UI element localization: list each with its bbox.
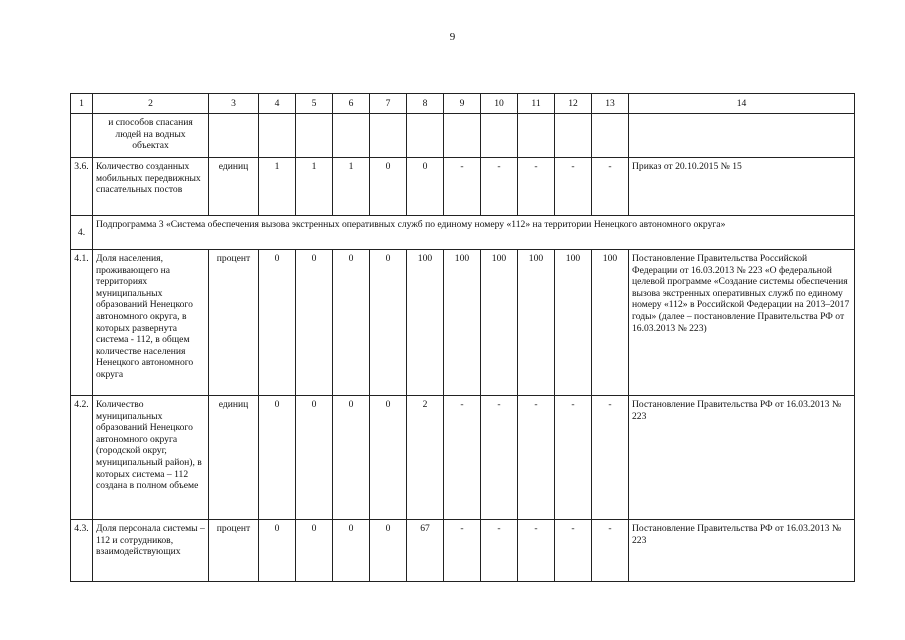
column-header: 9 [444, 94, 481, 114]
indicator-name-cell: Доля персонала системы – 112 и сотрудников, взаимодействующих [93, 520, 209, 582]
value-cell: 100 [407, 250, 444, 396]
value-cell: - [555, 158, 592, 216]
value-cell: 1 [296, 158, 333, 216]
value-cell: 100 [592, 250, 629, 396]
value-cell: 0 [296, 396, 333, 520]
subprogram-row [71, 216, 855, 250]
column-header: 3 [209, 94, 259, 114]
value-cell: 0 [333, 396, 370, 520]
unit-cell: процент [209, 250, 259, 396]
unit-cell: процент [209, 520, 259, 582]
value-cell: - [555, 396, 592, 520]
table-row [71, 250, 855, 396]
row-number-cell: 4.1. [71, 250, 93, 396]
value-cell: 67 [407, 520, 444, 582]
value-cell: - [555, 520, 592, 582]
empty-cell [370, 114, 407, 158]
note-cell: Постановление Правительства РФ от 16.03.2013 № 223 [629, 520, 855, 582]
value-cell: - [518, 520, 555, 582]
column-header: 6 [333, 94, 370, 114]
row-number-cell: 4.3. [71, 520, 93, 582]
empty-cell [592, 114, 629, 158]
column-header: 12 [555, 94, 592, 114]
value-cell: 0 [259, 396, 296, 520]
table-row [71, 114, 855, 158]
row-number-cell [71, 114, 93, 158]
value-cell: 0 [370, 396, 407, 520]
empty-cell [518, 114, 555, 158]
column-header: 5 [296, 94, 333, 114]
table-row [71, 396, 855, 520]
value-cell: 0 [333, 250, 370, 396]
value-cell: 0 [370, 250, 407, 396]
empty-cell [407, 114, 444, 158]
value-cell: - [481, 520, 518, 582]
value-cell: - [444, 158, 481, 216]
row-number-cell: 4. [71, 216, 93, 250]
empty-cell [444, 114, 481, 158]
column-header: 2 [93, 94, 209, 114]
column-header: 11 [518, 94, 555, 114]
value-cell: 0 [407, 158, 444, 216]
value-cell: 100 [555, 250, 592, 396]
empty-cell [481, 114, 518, 158]
value-cell: - [592, 396, 629, 520]
column-header: 14 [629, 94, 855, 114]
value-cell: - [481, 158, 518, 216]
table-row [71, 158, 855, 216]
value-cell: 0 [296, 520, 333, 582]
value-cell: - [444, 396, 481, 520]
empty-cell [333, 114, 370, 158]
empty-cell [296, 114, 333, 158]
row-number-cell: 3.6. [71, 158, 93, 216]
value-cell: - [444, 520, 481, 582]
column-header: 1 [71, 94, 93, 114]
column-header: 7 [370, 94, 407, 114]
value-cell: - [592, 158, 629, 216]
indicator-name-cell: Доля населения, проживающего на территориях муниципальных образований Ненецкого автономного округа, в которых развернута система - 112, в общем количестве населения Ненецкого автономного округа [93, 250, 209, 396]
empty-cell [555, 114, 592, 158]
value-cell: 0 [370, 158, 407, 216]
note-cell: Приказ от 20.10.2015 № 15 [629, 158, 855, 216]
empty-cell [629, 114, 855, 158]
value-cell: 0 [370, 520, 407, 582]
value-cell: - [481, 396, 518, 520]
value-cell: 100 [481, 250, 518, 396]
value-cell: 0 [259, 520, 296, 582]
header-row [71, 94, 855, 114]
note-cell: Постановление Правительства Российской Федерации от 16.03.2013 № 223 «О федеральной целевой программе «Создание системы обеспечения вызова экстренных оперативных служб по единому номеру «112» в Российской Федерации на 2013–2017 годы» (далее – постановление Правительства РФ от 16.03.2013 № 223) [629, 250, 855, 396]
note-cell: Постановление Правительства РФ от 16.03.2013 № 223 [629, 396, 855, 520]
empty-cell [209, 114, 259, 158]
indicator-name-cell: Количество муниципальных образований Ненецкого автономного округа (городской округ, муниципальный район), в которых система – 112 создана в полном объеме [93, 396, 209, 520]
value-cell: 1 [259, 158, 296, 216]
value-cell: 100 [444, 250, 481, 396]
table-row [71, 520, 855, 582]
column-header: 10 [481, 94, 518, 114]
unit-cell: единиц [209, 158, 259, 216]
indicators-table [70, 93, 855, 582]
value-cell: 0 [296, 250, 333, 396]
unit-cell: единиц [209, 396, 259, 520]
value-cell: - [518, 396, 555, 520]
indicator-name-cell: Количество созданных мобильных передвижных спасательных постов [93, 158, 209, 216]
value-cell: - [592, 520, 629, 582]
empty-cell [259, 114, 296, 158]
page-number: 9 [449, 31, 456, 43]
value-cell: 1 [333, 158, 370, 216]
column-header: 4 [259, 94, 296, 114]
column-header: 13 [592, 94, 629, 114]
indicator-name-cell: и способов спасания людей на водных объектах [93, 114, 209, 158]
row-number-cell: 4.2. [71, 396, 93, 520]
value-cell: 2 [407, 396, 444, 520]
subprogram-title: Подпрограмма 3 «Система обеспечения вызова экстренных оперативных служб по единому номеру «112» на территории Ненецкого автономного округа» [93, 216, 855, 250]
value-cell: 0 [333, 520, 370, 582]
column-header: 8 [407, 94, 444, 114]
value-cell: - [518, 158, 555, 216]
value-cell: 0 [259, 250, 296, 396]
value-cell: 100 [518, 250, 555, 396]
